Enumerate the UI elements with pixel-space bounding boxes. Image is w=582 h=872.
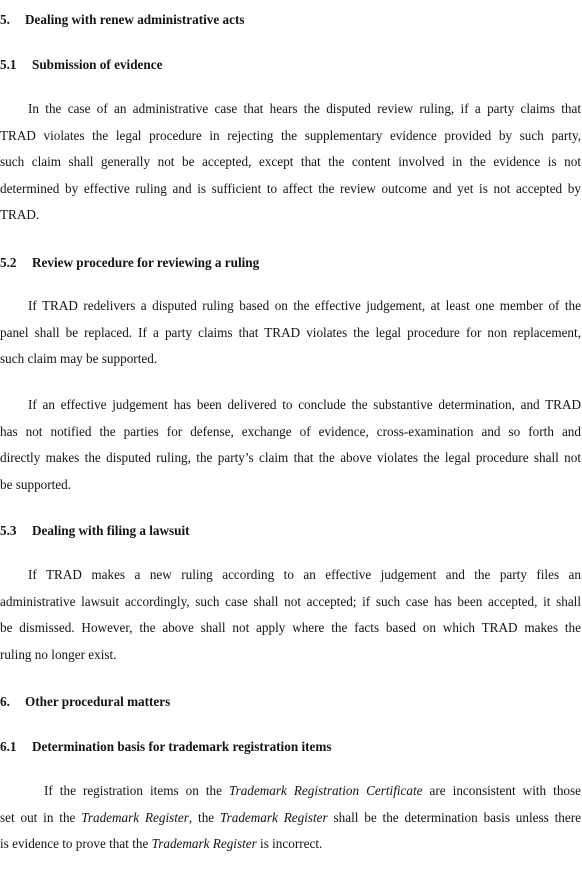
italic-title: Trademark Register xyxy=(220,809,328,825)
text-line: directly makes the disputed ruling, the party’s claim that the above violates the legal procedure shall not xyxy=(0,450,581,465)
text-line: If TRAD makes a new ruling according to an effective judgement and the party files an xyxy=(28,567,581,582)
section-title: Other procedural matters xyxy=(25,694,171,709)
section-number: 5. xyxy=(0,12,10,27)
paragraph-registration-basis xyxy=(0,778,581,858)
italic-title: Trademark Register xyxy=(151,836,257,851)
text-line: ruling no longer exist. xyxy=(0,646,117,662)
section-title: Dealing with filing a lawsuit xyxy=(32,523,190,538)
paragraph-evidence xyxy=(0,96,581,229)
section-title: Submission of evidence xyxy=(32,57,163,72)
paragraph-panel-replacement xyxy=(0,293,581,373)
text-line xyxy=(0,778,581,805)
text-line: such claim may be supported. xyxy=(0,351,158,366)
paragraph-lawsuit xyxy=(0,562,581,668)
italic-title: Trademark Registration Certificate xyxy=(228,783,423,798)
text-line: If an effective judgement has been delivered to conclude the substantive determination, and TRAD xyxy=(28,397,581,412)
section-number: 5.2 xyxy=(0,255,17,270)
text-line: administrative lawsuit accordingly, such case shall not accepted; if such case has been accepted, it shall xyxy=(0,593,581,609)
text-line: has not notified the parties for defense, exchange of evidence, cross-examination and so forth and xyxy=(0,423,581,439)
section-title: Dealing with renew administrative acts xyxy=(25,12,245,27)
text-line: In the case of an administrative case that hears the disputed review ruling, if a party claims that xyxy=(28,101,581,116)
text-run: If the registration items on the xyxy=(44,783,229,798)
section-number: 6.1 xyxy=(0,739,17,754)
text-line xyxy=(0,805,581,832)
text-run: , the xyxy=(188,809,220,825)
section-number: 5.1 xyxy=(0,57,17,72)
italic-title: Trademark Register xyxy=(81,809,189,825)
text-line: TRAD. xyxy=(0,207,40,222)
text-line: be supported. xyxy=(0,476,72,492)
paragraph-substantive-determination xyxy=(0,392,581,498)
text-run: is incorrect. xyxy=(256,836,323,851)
text-run: set out in the xyxy=(0,809,82,825)
text-line: determined by effective ruling and is sufficient to affect the review outcome and yet is not accepted by xyxy=(0,180,581,196)
text-run: is evidence to prove that the xyxy=(0,836,152,851)
text-line: such claim shall generally not be accepted, except that the content involved in the evidence is not xyxy=(0,154,581,169)
section-number: 6. xyxy=(0,694,10,709)
section-heading-5-3 xyxy=(0,523,190,539)
text-line: panel shall be replaced. If a party claims that TRAD violates the legal procedure for non replacement, xyxy=(0,324,581,340)
section-heading-6 xyxy=(0,694,170,710)
text-run: are inconsistent with those xyxy=(422,783,581,798)
section-title: Determination basis for trademark registration items xyxy=(32,739,332,754)
section-heading-5 xyxy=(0,12,245,28)
text-line xyxy=(0,831,581,858)
text-line: TRAD violates the legal procedure in rejecting the supplementary evidence provided by such party, xyxy=(0,127,581,143)
section-heading-6-1 xyxy=(0,739,331,755)
section-heading-5-2 xyxy=(0,255,259,271)
text-line: be dismissed. However, the above shall not apply where the facts based on which TRAD makes the xyxy=(0,620,581,635)
section-heading-5-1 xyxy=(0,57,162,73)
text-line: If TRAD redelivers a disputed ruling based on the effective judgement, at least one member of the xyxy=(28,298,581,313)
text-run: shall be the determination basis unless there xyxy=(327,809,581,825)
section-number: 5.3 xyxy=(0,523,17,538)
section-title: Review procedure for reviewing a ruling xyxy=(32,255,260,270)
